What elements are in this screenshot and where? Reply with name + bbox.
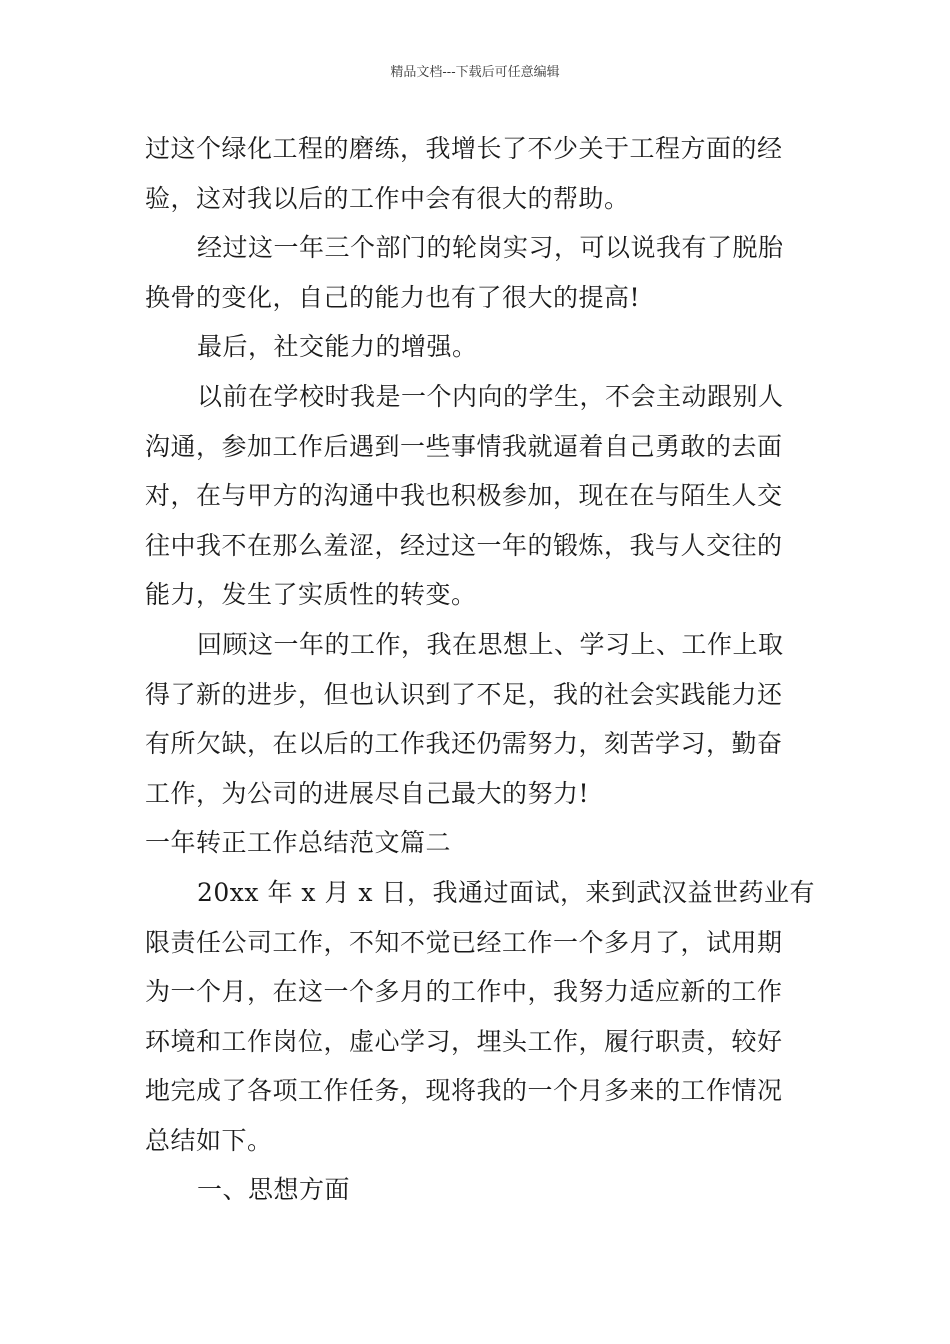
text-line: 经过这一年三个部门的轮岗实习，可以说我有了脱胎 bbox=[197, 233, 784, 263]
text-line: 验，这对我以后的工作中会有很大的帮助。 bbox=[145, 183, 630, 213]
text-line: 过这个绿化工程的磨练，我增长了不少关于工程方面的经 bbox=[145, 134, 783, 163]
text-line: 地完成了各项工作任务，现将我的一个月多来的工作情况 bbox=[145, 1076, 783, 1106]
text-line: 工作，为公司的进展尽自己最大的努力! bbox=[145, 778, 590, 808]
section-heading: 一年转正工作总结范文篇二 bbox=[145, 828, 452, 858]
text-line: 以前在学校时我是一个内向的学生，不会主动跟别人 bbox=[197, 381, 784, 411]
page-header: 精品文档---下载后可任意编辑 bbox=[390, 65, 560, 80]
text-line: 20xx 年 x 月 x 日，我通过面试，来到武汉益世药业有 bbox=[197, 877, 815, 907]
text-line: 最后，社交能力的增强。 bbox=[197, 332, 478, 362]
text-line: 为一个月，在这一个多月的工作中，我努力适应新的工作 bbox=[145, 977, 783, 1007]
text-line: 换骨的变化，自己的能力也有了很大的提高! bbox=[145, 282, 641, 312]
text-line: 往中我不在那么羞涩，经过这一年的锻炼，我与人交往的 bbox=[145, 530, 783, 560]
text-line: 总结如下。 bbox=[145, 1125, 273, 1155]
text-line: 对，在与甲方的沟通中我也积极参加，现在在与陌生人交 bbox=[145, 481, 783, 511]
text-line: 得了新的进步，但也认识到了不足，我的社会实践能力还 bbox=[145, 679, 783, 709]
text-line: 环境和工作岗位，虚心学习，埋头工作，履行职责，较好 bbox=[145, 1026, 783, 1056]
text-line: 回顾这一年的工作，我在思想上、学习上、工作上取 bbox=[197, 629, 784, 659]
text-line: 沟通，参加工作后遇到一些事情我就逼着自己勇敢的去面 bbox=[145, 431, 783, 461]
text-line: 有所欠缺，在以后的工作我还仍需努力，刻苦学习，勤奋 bbox=[145, 729, 783, 759]
subsection-heading: 一、思想方面 bbox=[197, 1175, 351, 1205]
text-line: 限责任公司工作，不知不觉已经工作一个多月了，试用期 bbox=[145, 927, 783, 957]
text-line: 能力，发生了实质性的转变。 bbox=[145, 580, 477, 610]
document-body bbox=[145, 124, 815, 1215]
